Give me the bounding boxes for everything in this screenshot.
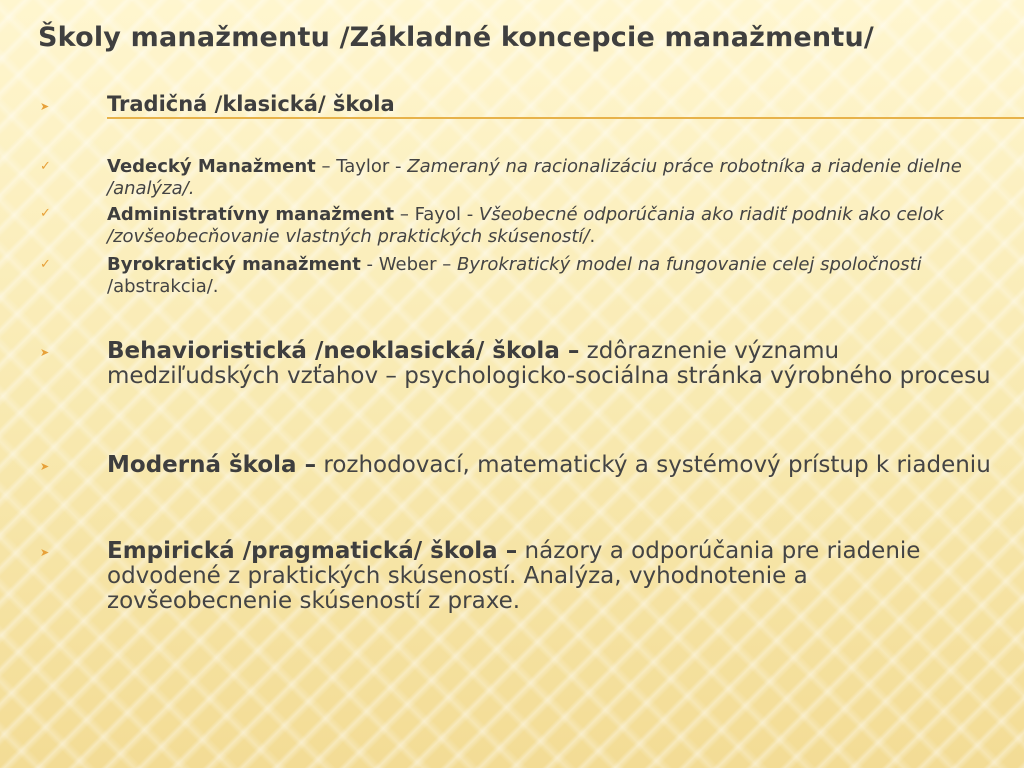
heading-underline [107, 117, 1024, 119]
checkmark-bullet-icon: ✓ [40, 257, 51, 272]
item-separator: – Taylor - [315, 156, 408, 177]
list-item-administrative-management [107, 204, 997, 248]
item-tail: /abstrakcia/. [107, 276, 219, 297]
school-name: Moderná škola – [107, 452, 317, 478]
item-name: Byrokratický manažment [107, 254, 361, 275]
item-name: Administratívny manažment [107, 204, 395, 225]
school-name: Empirická /pragmatická/ škola – [107, 538, 518, 564]
item-description: Zameraný na racionalizáciu práce robotníka a riadenie dielne /analýza/. [107, 156, 962, 199]
checkmark-bullet-icon: ✓ [40, 206, 51, 221]
school-description: zdôraznenie významu medziľudských vzťahov – psychologicko-sociálna stránka výrobného procesu [107, 338, 991, 389]
list-item-bureaucratic-management [107, 254, 997, 298]
item-description: Všeobecné odporúčania ako riadiť podnik ako celok /zovšeobecňovanie vlastných praktických skúseností/ [107, 204, 944, 247]
list-item-scientific-management [107, 156, 997, 200]
slide-title: Školy manažmentu /Základné koncepcie manažmentu/ [38, 22, 874, 53]
traditional-school-heading: Tradičná /klasická/ škola [107, 92, 395, 116]
arrow-bullet-icon: ➤ [40, 346, 50, 359]
item-separator: – Fayol - [394, 204, 479, 225]
item-tail: . [589, 226, 596, 247]
arrow-bullet-icon: ➤ [40, 460, 50, 473]
arrow-bullet-icon: ➤ [40, 546, 50, 559]
list-item-modern-school [107, 453, 997, 478]
list-item-empirical-school [107, 539, 997, 614]
school-description: rozhodovací, matematický a systémový prístup k riadeniu [316, 452, 991, 478]
item-name: Vedecký Manažment [107, 156, 316, 177]
checkmark-bullet-icon: ✓ [40, 159, 51, 174]
list-item-behaviorist-school [107, 339, 997, 389]
item-separator: - Weber – [360, 254, 457, 275]
school-description: názory a odporúčania pre riadenie odvodené z praktických skúseností. Analýza, vyhodnotenie a zovšeobecnenie skúseností z praxe. [107, 538, 921, 614]
arrow-bullet-icon: ➤ [40, 100, 50, 113]
school-name: Behavioristická /neoklasická/ škola – [107, 338, 580, 364]
item-description: Byrokratický model na fungovanie celej spoločnosti [456, 254, 922, 275]
